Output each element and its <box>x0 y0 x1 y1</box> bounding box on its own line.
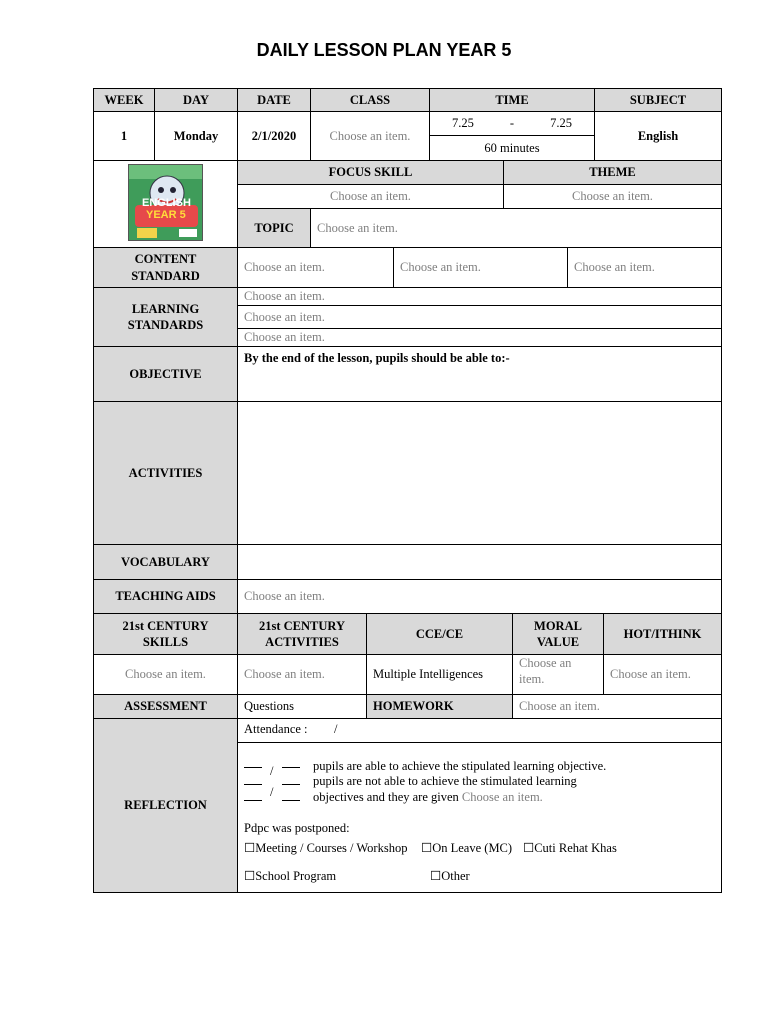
century-activities-select[interactable]: Choose an item. <box>237 654 367 695</box>
reflection-line-given-text: objectives and they are given <box>313 790 459 804</box>
attendance-label: Attendance : <box>244 722 308 736</box>
time-end: 7.25 <box>550 116 572 131</box>
vocabulary-field[interactable] <box>237 544 722 580</box>
checkbox-school-program[interactable] <box>244 869 336 884</box>
learning-standards-label-line2: STANDARDS <box>127 318 204 332</box>
given-total-blank[interactable] <box>282 790 300 805</box>
duration-value[interactable]: 60 minutes <box>429 135 595 161</box>
total-count-blank[interactable] <box>282 757 300 772</box>
attendance-separator[interactable]: / <box>334 722 338 736</box>
time-header: TIME <box>429 88 595 112</box>
content-standard-select-3[interactable]: Choose an item. <box>567 247 722 288</box>
given-count-blank[interactable] <box>244 790 262 805</box>
not-achieved-total-blank[interactable] <box>282 774 300 789</box>
content-standard-select-1[interactable]: Choose an item. <box>237 247 394 288</box>
checkbox-icon: ☐ <box>523 841 535 855</box>
homework-label: HOMEWORK <box>366 694 513 719</box>
cover-title-english: ENGLISH <box>142 197 191 209</box>
checkbox-cuti-rehat-khas[interactable] <box>523 841 617 856</box>
page-title: DAILY LESSON PLAN YEAR 5 <box>256 40 512 60</box>
hot-ithink-select[interactable]: Choose an item. <box>603 654 722 695</box>
checkbox-other-label: Other <box>441 869 470 883</box>
checkbox-icon: ☐ <box>244 841 256 855</box>
century-activities-header-line2: ACTIVITIES <box>265 635 339 649</box>
moral-value-select-line1: Choose an <box>519 656 572 670</box>
week-header: WEEK <box>93 88 155 112</box>
activities-field[interactable] <box>237 401 722 545</box>
week-value[interactable]: 1 <box>93 111 155 161</box>
hot-ithink-header: HOT/ITHINK <box>603 613 722 655</box>
not-achieved-count-blank[interactable] <box>244 774 262 789</box>
reflection-line-not-achieved: pupils are not able to achieve the stimulated learning <box>313 774 577 788</box>
checkbox-icon: ☐ <box>244 869 256 883</box>
date-header: DATE <box>237 88 311 112</box>
pdpc-postponed-label: Pdpc was postponed: <box>244 821 350 835</box>
not-achieved-slash: / <box>270 785 274 799</box>
cover-title-year: YEAR 5 <box>146 209 186 221</box>
century-activities-header <box>237 613 367 655</box>
theme-header: THEME <box>503 160 722 185</box>
checkbox-on-leave-label: On Leave (MC) <box>432 841 513 855</box>
teaching-aids-select[interactable]: Choose an item. <box>237 579 722 614</box>
content-standard-label <box>93 247 238 288</box>
content-standard-select-2[interactable]: Choose an item. <box>393 247 568 288</box>
century-skills-header-line2: SKILLS <box>142 635 189 649</box>
century-skills-header <box>93 613 238 655</box>
objective-field[interactable]: By the end of the lesson, pupils should be able to:- <box>237 346 722 402</box>
checkbox-icon: ☐ <box>430 869 442 883</box>
topic-label: TOPIC <box>237 208 311 248</box>
achieved-slash: / <box>270 764 274 778</box>
century-activities-header-line1: 21st CENTURY <box>258 618 346 633</box>
learning-standards-label-line1: LEARNING <box>131 301 200 316</box>
date-value[interactable]: 2/1/2020 <box>237 111 311 161</box>
subject-value[interactable]: English <box>594 111 722 161</box>
day-value[interactable]: Monday <box>154 111 238 161</box>
cce-value[interactable]: Multiple Intelligences <box>366 654 513 695</box>
vocabulary-label: VOCABULARY <box>93 544 238 580</box>
checkbox-meeting[interactable] <box>244 841 407 856</box>
objective-label: OBJECTIVE <box>93 346 238 402</box>
class-select[interactable]: Choose an item. <box>310 111 430 161</box>
assessment-value[interactable]: Questions <box>237 694 367 719</box>
learning-standard-select-3[interactable]: Choose an item. <box>237 328 722 347</box>
time-start: 7.25 <box>452 116 474 131</box>
checkbox-meeting-label: Meeting / Courses / Workshop <box>255 841 408 855</box>
time-range[interactable] <box>429 111 595 136</box>
content-standard-label-line1: CONTENT <box>134 252 197 267</box>
reflection-label: REFLECTION <box>93 718 238 893</box>
teaching-aids-label: TEACHING AIDS <box>93 579 238 614</box>
learning-standards-label <box>93 287 238 347</box>
homework-select[interactable]: Choose an item. <box>512 694 722 719</box>
day-header: DAY <box>154 88 238 112</box>
learning-standard-select-2[interactable]: Choose an item. <box>237 305 722 329</box>
checkbox-school-label: School Program <box>255 869 337 883</box>
moral-value-header <box>512 613 604 655</box>
moral-value-header-line1: MORAL <box>534 618 582 633</box>
reflection-line-given <box>313 790 543 805</box>
topic-select[interactable]: Choose an item. <box>310 208 722 248</box>
content-standard-label-line2: STANDARD <box>131 268 200 283</box>
moral-value-select[interactable] <box>512 654 604 695</box>
cce-header: CCE/CE <box>366 613 513 655</box>
checkbox-icon: ☐ <box>421 841 433 855</box>
subject-header: SUBJECT <box>594 88 722 112</box>
moral-value-select-line2: item. <box>519 672 545 687</box>
focus-skill-select[interactable]: Choose an item. <box>237 184 504 209</box>
reflection-given-select[interactable]: Choose an item. <box>461 790 543 804</box>
checkbox-cuti-label: Cuti Rehat Khas <box>534 841 617 855</box>
time-separator: - <box>509 116 515 131</box>
focus-skill-header: FOCUS SKILL <box>237 160 504 185</box>
attendance-row <box>237 718 722 743</box>
checkbox-on-leave[interactable] <box>421 841 512 856</box>
assessment-label: ASSESSMENT <box>93 694 238 719</box>
class-header: CLASS <box>310 88 430 112</box>
reflection-line-achieved: pupils are able to achieve the stipulated learning objective. <box>313 759 607 773</box>
activities-label: ACTIVITIES <box>93 401 238 545</box>
century-skills-select[interactable]: Choose an item. <box>93 654 238 695</box>
century-skills-header-line1: 21st CENTURY <box>122 618 209 633</box>
learning-standard-select-1[interactable]: Choose an item. <box>237 287 722 306</box>
moral-value-header-line2: VALUE <box>536 635 580 649</box>
checkbox-other[interactable] <box>430 869 470 884</box>
achieved-count-blank[interactable] <box>244 757 262 772</box>
theme-select[interactable]: Choose an item. <box>503 184 722 209</box>
